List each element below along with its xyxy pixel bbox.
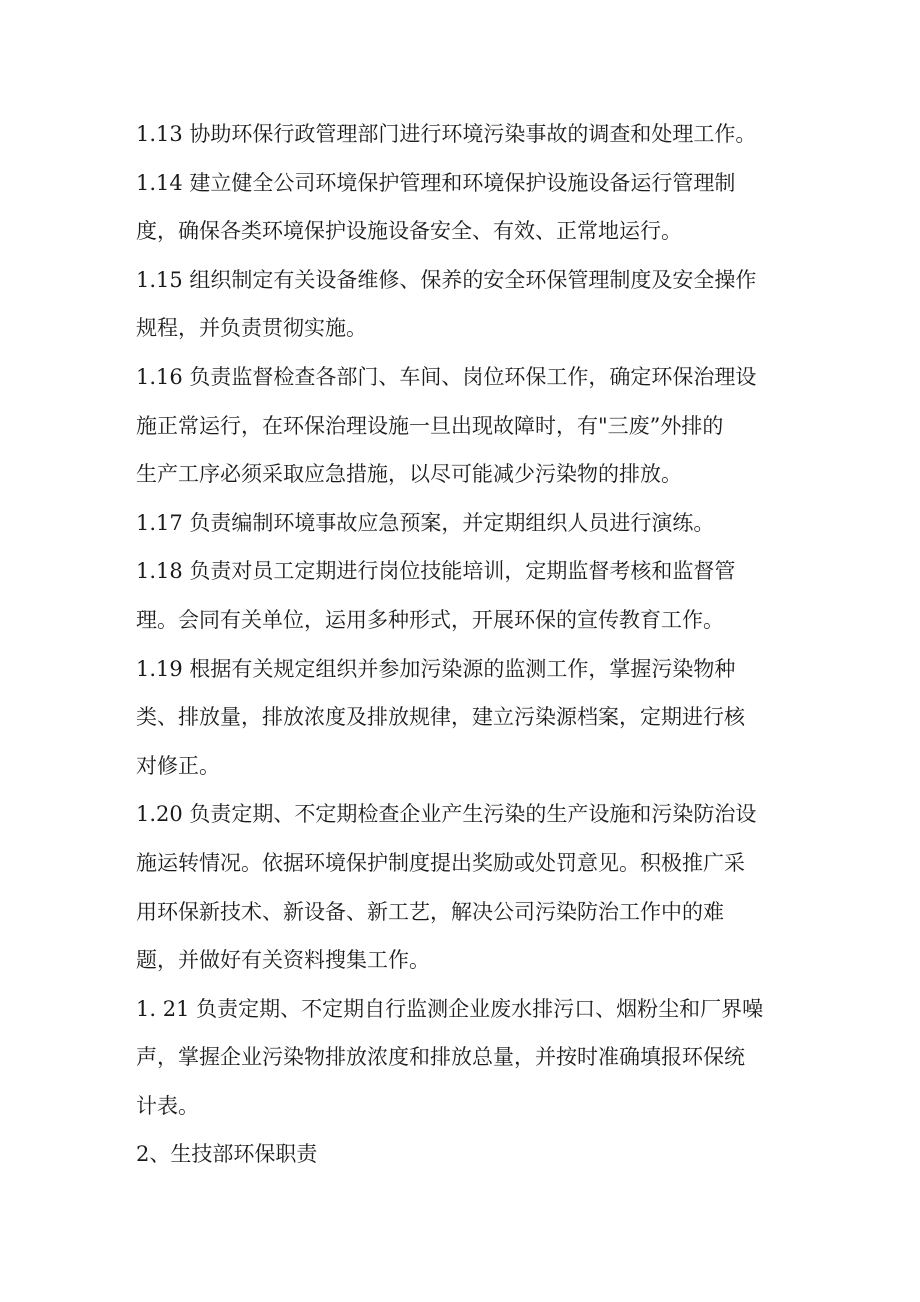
text-line: 度，确保各类环境保护设施设备安全、有效、正常地运行。 <box>136 219 682 244</box>
paragraph-1-14 <box>136 159 776 256</box>
paragraph-1-20 <box>136 790 776 984</box>
text-line: 理。会同有关单位，运用多种形式，开展环保的宣传教育工作。 <box>136 607 724 632</box>
text-line: 用环保新技术、新设备、新工艺，解决公司污染防治工作中的难 <box>136 899 724 924</box>
paragraph-1-16 <box>136 353 776 499</box>
text-line: 生产工序必须采取应急措施，以尽可能减少污染物的排放。 <box>136 462 682 487</box>
paragraph-1-13 <box>136 110 776 159</box>
text-line: 题，并做好有关资料搜集工作。 <box>136 948 430 973</box>
heading-line: 2、生技部环保职责 <box>136 1142 318 1167</box>
paragraph-1-19 <box>136 645 776 791</box>
text-line: 施运转情况。依据环境保护制度提出奖励或处罚意见。积极推广采 <box>136 850 745 875</box>
text-line: 类、排放量，排放浓度及排放规律，建立污染源档案，定期进行核 <box>136 705 745 730</box>
text-line: 1.17 负责编制环境事故应急预案，并定期组织人员进行演练。 <box>136 510 715 535</box>
paragraph-1-17 <box>136 499 776 548</box>
text-line: 规程，并负责贯彻实施。 <box>136 316 367 341</box>
paragraph-1-15 <box>136 256 776 353</box>
paragraph-1-21 <box>136 985 776 1131</box>
text-line: 1.19 根据有关规定组织并参加污染源的监测工作，掌握污染物种 <box>136 656 736 681</box>
text-line: 对修正。 <box>136 753 220 778</box>
text-line: 1.13 协助环保行政管理部门进行环境污染事故的调查和处理工作。 <box>136 122 757 146</box>
text-line: 计表。 <box>136 1093 199 1118</box>
document-body <box>136 110 776 1179</box>
section-heading-2 <box>136 1130 776 1179</box>
text-line: 声，掌握企业污染物排放浓度和排放总量，并按时准确填报环保统 <box>136 1045 745 1070</box>
text-line: 1.18 负责对员工定期进行岗位技能培训，定期监督考核和监督管 <box>136 559 736 584</box>
text-line: 1.16 负责监督检查各部门、车间、岗位环保工作，确定环保治理设 <box>136 364 757 389</box>
text-line: 施正常运行，在环保治理设施一旦出现故障时，有"三废”外排的 <box>136 413 724 438</box>
text-line: 1.20 负责定期、不定期检查企业产生污染的生产设施和污染防治设 <box>136 802 757 827</box>
text-line: 1. 21 负责定期、不定期自行监测企业废水排污口、烟粉尘和厂界噪 <box>136 996 764 1021</box>
paragraph-1-18 <box>136 547 776 644</box>
text-line: 1.15 组织制定有关设备维修、保养的安全环保管理制度及安全操作 <box>136 267 757 292</box>
text-line: 1.14 建立健全公司环境保护管理和环境保护设施设备运行管理制 <box>136 170 736 195</box>
